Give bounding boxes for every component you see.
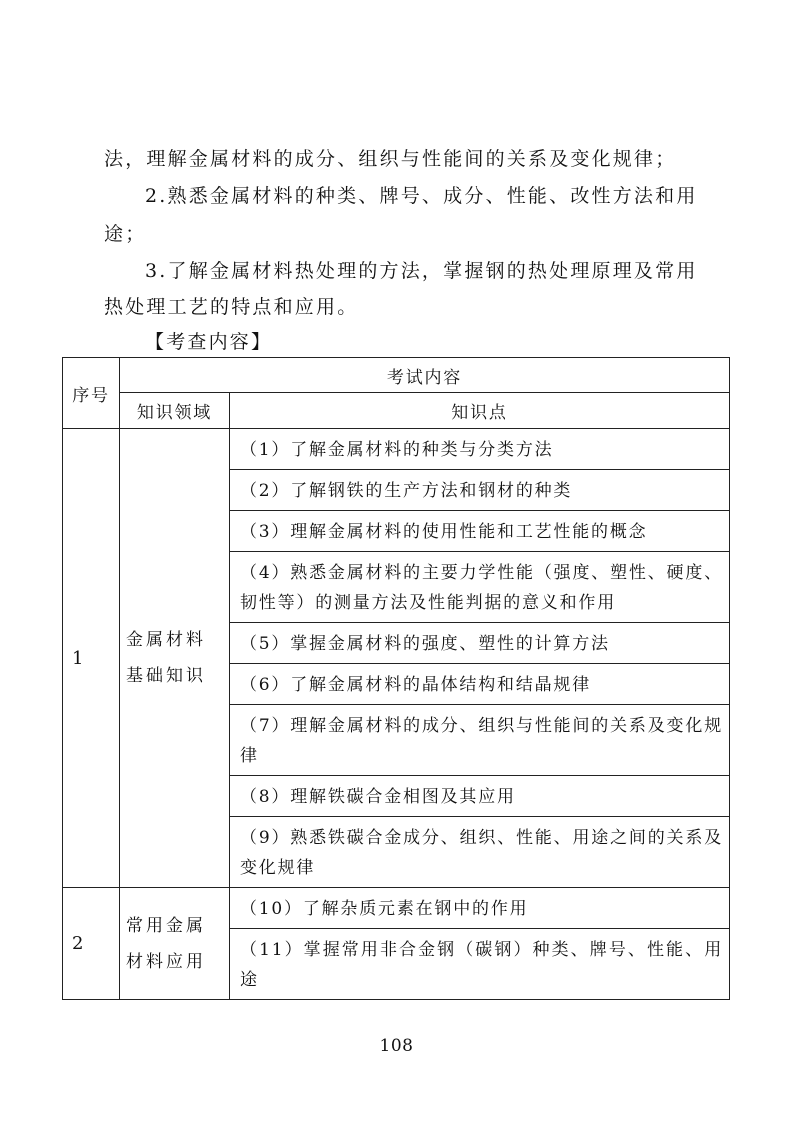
paragraph-line-2: 2.熟悉金属材料的种类、牌号、成分、性能、改性方法和用: [145, 185, 698, 207]
header-content: 考试内容: [120, 358, 730, 393]
knowledge-point-11: （11）掌握常用非合金钢（碳钢）种类、牌号、性能、用途: [230, 929, 730, 1000]
knowledge-point-3: （3）理解金属材料的使用性能和工艺性能的概念: [230, 511, 730, 552]
knowledge-point-4: （4）熟悉金属材料的主要力学性能（强度、塑性、硬度、韧性等）的测量方法及性能判据的意义和作用: [230, 552, 730, 623]
section-title: 【考查内容】: [145, 331, 273, 353]
knowledge-point-7: （7）理解金属材料的成分、组织与性能间的关系及变化规律: [230, 705, 730, 776]
knowledge-point-5: （5）掌握金属材料的强度、塑性的计算方法: [230, 623, 730, 664]
knowledge-point-9: （9）熟悉铁碳合金成分、组织、性能、用途之间的关系及变化规律: [230, 817, 730, 888]
knowledge-table: [62, 357, 730, 1000]
header-area: 知识领域: [120, 393, 230, 429]
group-2-number: 2: [63, 888, 120, 1000]
knowledge-point-8: （8）理解铁碳合金相图及其应用: [230, 776, 730, 817]
header-points: 知识点: [230, 393, 730, 429]
header-seq: 序号: [63, 358, 120, 429]
group-1-number: 1: [63, 429, 120, 888]
knowledge-point-6: （6）了解金属材料的晶体结构和结晶规律: [230, 664, 730, 705]
knowledge-point-2: （2）了解钢铁的生产方法和钢材的种类: [230, 470, 730, 511]
paragraph-line-5: 热处理工艺的特点和应用。: [104, 296, 359, 318]
page-number: 108: [379, 1036, 414, 1056]
paragraph-line-4: 3.了解金属材料热处理的方法，掌握钢的热处理原理及常用: [145, 260, 698, 282]
group-1-area: 金属材料基础知识: [120, 429, 230, 888]
knowledge-point-10: （10）了解杂质元素在钢中的作用: [230, 888, 730, 929]
group-2-area: 常用金属材料应用: [120, 888, 230, 1000]
paragraph-line-3: 途；: [104, 223, 147, 245]
paragraph-line-1: 法，理解金属材料的成分、组织与性能间的关系及变化规律；: [104, 148, 677, 170]
knowledge-point-1: （1）了解金属材料的种类与分类方法: [230, 429, 730, 470]
